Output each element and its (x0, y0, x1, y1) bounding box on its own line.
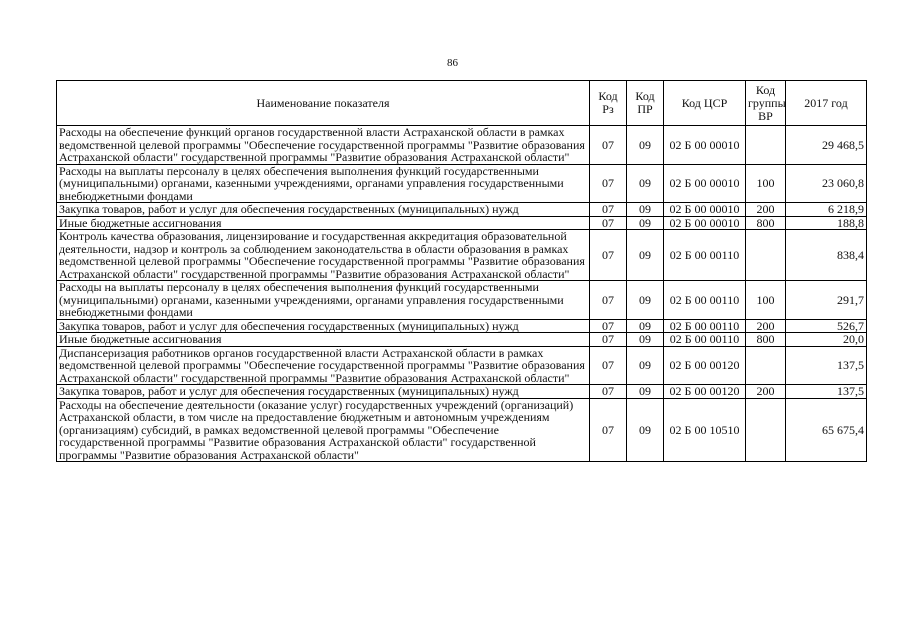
row-rz: 07 (590, 126, 627, 165)
row-vr: 800 (746, 333, 786, 347)
table-header-row (57, 81, 867, 126)
table-row (57, 216, 867, 230)
row-pr: 09 (627, 333, 664, 347)
row-name: Закупка товаров, работ и услуг для обеспечения государственных (муниципальных) нужд (57, 319, 590, 333)
row-vr: 100 (746, 164, 786, 203)
row-pr: 09 (627, 346, 664, 385)
row-amount: 291,7 (786, 281, 867, 320)
row-vr (746, 398, 786, 462)
page-number: 86 (447, 57, 458, 69)
table-row (57, 126, 867, 165)
row-csr: 02 Б 00 00110 (664, 319, 746, 333)
row-amount: 188,8 (786, 216, 867, 230)
row-csr: 02 Б 00 00010 (664, 216, 746, 230)
row-name: Закупка товаров, работ и услуг для обеспечения государственных (муниципальных) нужд (57, 203, 590, 217)
row-csr: 02 Б 00 00110 (664, 333, 746, 347)
row-rz: 07 (590, 346, 627, 385)
row-name: Иные бюджетные ассигнования (57, 216, 590, 230)
row-csr: 02 Б 00 00120 (664, 346, 746, 385)
row-name: Расходы на обеспечение деятельности (оказание услуг) государственных учреждений (организаций) Астраханской области, в том числе на предоставление бюджетным и автономным учреждениям (организациям) субсидий, в рамках ведомственной целевой программы "Обеспечение государственной программы "Развитие образования Астраханской области" государственной программы "Развитие образования Астраханской области" (57, 398, 590, 462)
header-csr: Код ЦСР (664, 81, 746, 126)
row-name: Расходы на выплаты персоналу в целях обеспечения выполнения функций государственными (муниципальными) органами, казенными учреждениями, органами управления государственными внебюджетными фондами (57, 164, 590, 203)
table-row (57, 203, 867, 217)
row-rz: 07 (590, 216, 627, 230)
row-csr: 02 Б 00 00010 (664, 126, 746, 165)
row-csr: 02 Б 00 00110 (664, 230, 746, 281)
table-row (57, 281, 867, 320)
row-vr (746, 230, 786, 281)
row-pr: 09 (627, 281, 664, 320)
header-pr: Код ПР (627, 81, 664, 126)
table-row (57, 319, 867, 333)
row-pr: 09 (627, 126, 664, 165)
table-row (57, 333, 867, 347)
table-row (57, 230, 867, 281)
header-year: 2017 год (786, 81, 867, 126)
row-pr: 09 (627, 164, 664, 203)
row-amount: 838,4 (786, 230, 867, 281)
row-csr: 02 Б 00 10510 (664, 398, 746, 462)
header-vr: Код группы ВР (746, 81, 786, 126)
row-vr (746, 346, 786, 385)
row-name: Закупка товаров, работ и услуг для обеспечения государственных (муниципальных) нужд (57, 385, 590, 399)
row-rz: 07 (590, 319, 627, 333)
row-amount: 137,5 (786, 385, 867, 399)
header-name: Наименование показателя (57, 81, 590, 126)
row-vr: 200 (746, 319, 786, 333)
row-csr: 02 Б 00 00010 (664, 164, 746, 203)
row-name: Иные бюджетные ассигнования (57, 333, 590, 347)
table-row (57, 398, 867, 462)
row-amount: 23 060,8 (786, 164, 867, 203)
row-csr: 02 Б 00 00120 (664, 385, 746, 399)
row-amount: 6 218,9 (786, 203, 867, 217)
budget-table (56, 80, 867, 462)
table-row (57, 385, 867, 399)
row-vr: 200 (746, 203, 786, 217)
row-vr (746, 126, 786, 165)
row-pr: 09 (627, 319, 664, 333)
table-row (57, 346, 867, 385)
row-rz: 07 (590, 203, 627, 217)
row-pr: 09 (627, 216, 664, 230)
row-name: Расходы на обеспечение функций органов государственной власти Астраханской области в рамках ведомственной целевой программы "Обеспечение государственной программы "Развитие образования Астраханской области" государственной программы "Развитие образования Астраханской области" (57, 126, 590, 165)
row-csr: 02 Б 00 00110 (664, 281, 746, 320)
row-name: Контроль качества образования, лицензирование и государственная аккредитация образовательной деятельности, надзор и контроль за соблюдением законодательства в области образования в рамках ведомственной целевой программы "Обеспечение государственной программы "Развитие образования Астраханской области" государственной программы "Развитие образования Астраханской области" (57, 230, 590, 281)
row-amount: 137,5 (786, 346, 867, 385)
row-amount: 20,0 (786, 333, 867, 347)
row-csr: 02 Б 00 00010 (664, 203, 746, 217)
row-name: Диспансеризация работников органов государственной власти Астраханской области в рамках ведомственной целевой программы "Обеспечение государственной программы "Развитие образования Астраханской области" государственной программы "Развитие образования Астраханской области" (57, 346, 590, 385)
row-amount: 65 675,4 (786, 398, 867, 462)
row-vr: 800 (746, 216, 786, 230)
row-rz: 07 (590, 230, 627, 281)
row-vr: 200 (746, 385, 786, 399)
row-pr: 09 (627, 398, 664, 462)
header-rz: Код Рз (590, 81, 627, 126)
row-vr: 100 (746, 281, 786, 320)
row-pr: 09 (627, 203, 664, 217)
row-pr: 09 (627, 230, 664, 281)
row-pr: 09 (627, 385, 664, 399)
table-row (57, 164, 867, 203)
row-name: Расходы на выплаты персоналу в целях обеспечения выполнения функций государственными (муниципальными) органами, казенными учреждениями, органами управления государственными внебюджетными фондами (57, 281, 590, 320)
row-rz: 07 (590, 281, 627, 320)
row-rz: 07 (590, 333, 627, 347)
row-rz: 07 (590, 164, 627, 203)
row-amount: 526,7 (786, 319, 867, 333)
row-rz: 07 (590, 398, 627, 462)
row-rz: 07 (590, 385, 627, 399)
row-amount: 29 468,5 (786, 126, 867, 165)
